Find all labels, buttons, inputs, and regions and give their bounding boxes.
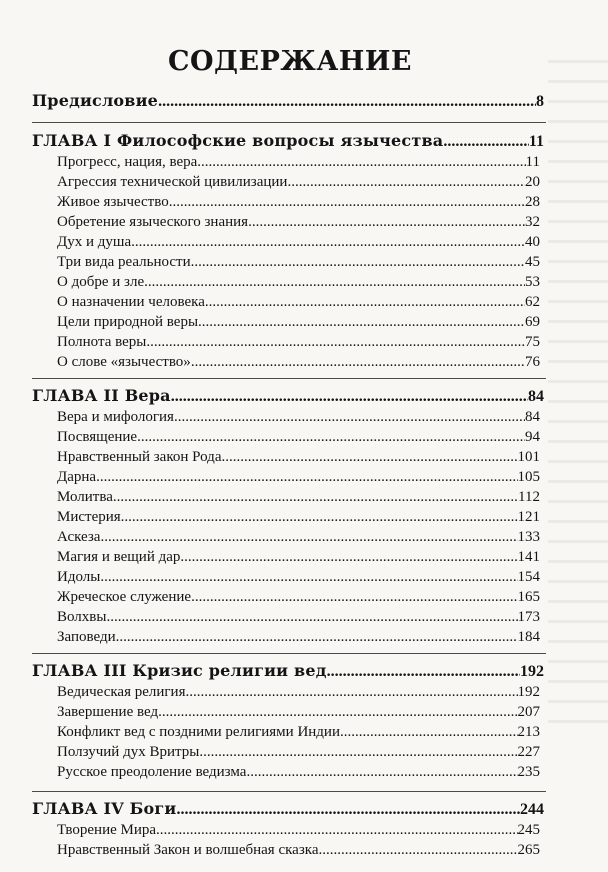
- toc-entry-title: Живое язычество: [57, 194, 169, 210]
- toc-entry-page: 207: [517, 704, 540, 720]
- toc-entry-page: 94: [525, 429, 540, 445]
- toc-entry-page: 84: [525, 409, 540, 425]
- toc-entry: [57, 489, 540, 508]
- toc-entry: [57, 354, 540, 373]
- toc-entry-page: 141: [517, 549, 540, 565]
- section-divider: [32, 122, 546, 123]
- toc-entry: [57, 194, 540, 213]
- toc-entry-page: 121: [517, 509, 540, 525]
- dot-leader: [158, 704, 517, 721]
- chapter-page: 84: [528, 388, 544, 405]
- dot-leader: [205, 294, 525, 311]
- page-title: СОДЕРЖАНИЕ: [168, 46, 412, 77]
- toc-chapter-heading: [32, 131, 544, 152]
- toc-chapter-heading: [32, 386, 544, 407]
- dot-leader: [180, 549, 517, 566]
- toc-entry-page: 62: [525, 294, 540, 310]
- dot-leader: [144, 274, 525, 291]
- toc-entry-page: 32: [525, 214, 540, 230]
- section-divider: [32, 653, 546, 654]
- toc-entry-title: Заповеди: [57, 629, 116, 645]
- dot-leader: [137, 429, 525, 446]
- toc-entry-title: Агрессия технической цивилизации: [57, 174, 288, 190]
- toc-entry: [57, 529, 540, 548]
- toc-entry: [57, 154, 540, 173]
- toc-entry-title: Магия и вещий дар: [57, 549, 181, 565]
- toc-entry-page: 112: [518, 489, 540, 505]
- toc-entry: [57, 509, 540, 528]
- toc-entry-title: Ползучий дух Вритры: [57, 744, 200, 760]
- toc-entry-title: Идолы: [57, 569, 101, 585]
- toc-entry-page: 154: [517, 569, 540, 585]
- toc-entry-title: Прогресс, нация, вера: [57, 154, 198, 170]
- dot-leader: [287, 174, 525, 191]
- toc-entry-title: Мистерия: [57, 509, 121, 525]
- chapter-title: ГЛАВА I Философские вопросы язычества: [32, 131, 444, 150]
- toc-entry-title: Дарна: [57, 469, 97, 485]
- dot-leader: [246, 764, 517, 781]
- toc-entry: [57, 294, 540, 313]
- dot-leader: [121, 509, 518, 526]
- toc-entry-page: 235: [517, 764, 540, 780]
- toc-entry-page: 20: [525, 174, 540, 190]
- toc-entry: [57, 314, 540, 333]
- dot-leader: [106, 609, 517, 626]
- toc-entry-title: Русское преодоление ведизма: [57, 764, 247, 780]
- dot-leader: [191, 354, 525, 371]
- toc-entry-page: 245: [517, 822, 540, 838]
- dot-leader: [100, 569, 517, 586]
- dot-leader: [197, 154, 525, 171]
- toc-entry-title: Конфликт вед с поздними религиями Индии: [57, 724, 340, 740]
- toc-entry-page: 28: [525, 194, 540, 210]
- toc-entry-title: Полнота веры: [57, 334, 147, 350]
- toc-entry: [57, 469, 540, 488]
- toc-entry-page: 173: [517, 609, 540, 625]
- dot-leader: [171, 388, 528, 406]
- toc-entry-page: 165: [517, 589, 540, 605]
- toc-entry: [57, 274, 540, 293]
- toc-entry-page: 75: [525, 334, 540, 350]
- dot-leader: [146, 334, 525, 351]
- toc-entry-page: 265: [517, 842, 540, 858]
- toc-entry-page: 105: [517, 469, 540, 485]
- dot-leader: [176, 801, 520, 819]
- toc-chapter-heading: [32, 661, 544, 682]
- chapter-title: ГЛАВА III Кризис религии вед: [32, 661, 327, 680]
- toc-entry: [57, 334, 540, 353]
- chapter-page: 192: [520, 663, 544, 680]
- toc-entry-title: Цели природной веры: [57, 314, 199, 330]
- toc-entry-page: 227: [517, 744, 540, 760]
- dot-leader: [100, 529, 517, 546]
- toc-entry: [57, 629, 540, 648]
- toc-entry: [57, 724, 540, 743]
- toc-chapter-heading: [32, 799, 544, 820]
- dot-leader: [327, 663, 520, 681]
- toc-entry-page: 53: [525, 274, 540, 290]
- toc-entry: [57, 214, 540, 233]
- toc-entry-page: 45: [525, 254, 540, 270]
- toc-entry: [57, 842, 540, 861]
- toc-entry: [57, 174, 540, 193]
- toc-entry-title: Вера и мифология: [57, 409, 174, 425]
- toc-entry-page: 69: [525, 314, 540, 330]
- toc-entry-title: Ведическая религия: [57, 684, 186, 700]
- toc-entry-page: 133: [517, 529, 540, 545]
- dot-leader: [174, 409, 525, 426]
- toc-entry-title: Дух и душа: [57, 234, 132, 250]
- toc-entry: [57, 684, 540, 703]
- section-divider: [32, 378, 546, 379]
- toc-entry: [57, 609, 540, 628]
- chapter-title: ГЛАВА II Вера: [32, 386, 171, 405]
- toc-entry-page: 76: [525, 354, 540, 370]
- toc-entry-title: Три вида реальности: [57, 254, 191, 270]
- dot-leader: [116, 629, 518, 646]
- toc-entry-title: Нравственный закон Рода: [57, 449, 222, 465]
- toc-entry: [57, 764, 540, 783]
- toc-entry-title: Предисловие: [32, 91, 159, 110]
- dot-leader: [198, 314, 525, 331]
- dot-leader: [169, 194, 525, 211]
- dot-leader: [340, 724, 518, 741]
- toc-entry-page: 8: [536, 93, 544, 110]
- toc-entry-page: 192: [517, 684, 540, 700]
- toc-entry-title: Аскеза: [57, 529, 101, 545]
- toc-entry: [57, 589, 540, 608]
- toc-entry: [57, 449, 540, 468]
- chapter-title: ГЛАВА IV Боги: [32, 799, 177, 818]
- toc-entry-title: Завершение вед: [57, 704, 159, 720]
- toc-entry-title: Молитва: [57, 489, 113, 505]
- toc-entry-page: 40: [525, 234, 540, 250]
- section-divider: [32, 791, 546, 792]
- dot-leader: [191, 589, 517, 606]
- toc-entry-title: Обретение языческого знания: [57, 214, 249, 230]
- dot-leader: [96, 469, 517, 486]
- toc-entry-title: Жреческое служение: [57, 589, 192, 605]
- toc-preface: [32, 91, 544, 112]
- toc-entry-page: 184: [517, 629, 540, 645]
- toc-entry: [57, 569, 540, 588]
- chapter-page: 11: [528, 133, 544, 150]
- toc-entry: [57, 744, 540, 763]
- toc-entry-title: О добре и зле: [57, 274, 145, 290]
- toc-entry: [57, 549, 540, 568]
- dot-leader: [221, 449, 517, 466]
- toc-entry-title: Волхвы: [57, 609, 107, 625]
- toc-entry: [57, 254, 540, 273]
- dot-leader: [131, 234, 525, 251]
- toc-entry: [57, 409, 540, 428]
- toc-entry-title: О слове «язычество»: [57, 354, 191, 370]
- dot-leader: [156, 822, 517, 839]
- chapter-page: 244: [520, 801, 544, 818]
- dot-leader: [318, 842, 517, 859]
- dot-leader: [113, 489, 518, 506]
- toc-entry-title: Нравственный Закон и волшебная сказка: [57, 842, 319, 858]
- toc-entry-page: 11: [525, 154, 540, 170]
- toc-entry-title: О назначении человека: [57, 294, 205, 310]
- toc-entry: [57, 822, 540, 841]
- dot-leader: [248, 214, 525, 231]
- dot-leader: [199, 744, 517, 761]
- toc-entry-page: 213: [517, 724, 540, 740]
- toc-entry-title: Творение Мира: [57, 822, 157, 838]
- dot-leader: [443, 133, 528, 151]
- toc-entry: [57, 234, 540, 253]
- dot-leader: [191, 254, 525, 271]
- dot-leader: [158, 93, 536, 111]
- toc-entry: [57, 429, 540, 448]
- dot-leader: [185, 684, 517, 701]
- toc-entry-title: Посвящение: [57, 429, 138, 445]
- toc-entry: [57, 704, 540, 723]
- toc-entry-page: 101: [517, 449, 540, 465]
